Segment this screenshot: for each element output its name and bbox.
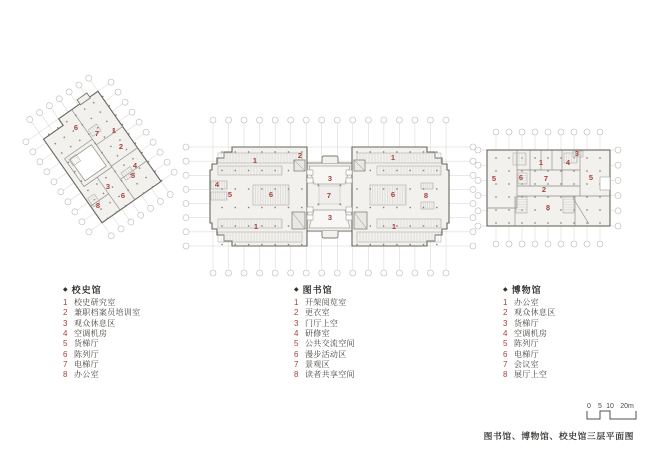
legend-item: 1 校史研究室	[63, 298, 116, 307]
legend-item: 6 电梯厅	[503, 349, 539, 359]
legend-item: 2 兼职档案员培训室	[63, 308, 141, 318]
room-number: 2	[541, 185, 547, 194]
history-hall-plan	[13, 65, 188, 249]
room-number: 6	[73, 123, 79, 132]
scale-bar-line	[587, 411, 636, 419]
legend-item: 4 研修室	[294, 329, 330, 339]
scale-tick-label: 5	[598, 403, 602, 410]
scale-tick-label: 0	[587, 403, 591, 410]
east-wing-outline	[352, 147, 449, 246]
figure-title: 图书馆、博物馆、校史馆三层平面图	[483, 431, 634, 441]
museum-plan	[475, 129, 621, 247]
legend-museum	[503, 284, 650, 381]
diamond-bullet-icon: ◆	[294, 286, 299, 293]
legend-item: 6 漫步活动区	[294, 349, 347, 359]
room-number: 5	[491, 174, 497, 183]
legend-item: 5 货梯厅	[63, 339, 99, 349]
room-number: 8	[95, 201, 101, 210]
room-number: 4	[132, 161, 138, 170]
legend-header	[63, 284, 263, 295]
room-number: 3	[327, 213, 333, 222]
room-number: 8	[545, 203, 551, 212]
room-number: 7	[543, 174, 549, 183]
legend-title: 校史馆	[71, 285, 102, 295]
room-number: 1	[390, 153, 396, 162]
legend-item: 8 办公室	[63, 370, 99, 380]
room-number: 8	[423, 191, 429, 200]
room-number: 1	[253, 222, 259, 231]
legend-item: 7 电梯厅	[63, 360, 99, 370]
room-number: 1	[391, 222, 397, 231]
entry-canopy	[322, 156, 338, 163]
room-number: 7	[326, 191, 332, 200]
legend-item: 2 观众休息区	[503, 308, 556, 318]
room-number: 7	[94, 129, 100, 138]
diamond-bullet-icon: ◆	[63, 286, 68, 293]
scale-tick-label: 10	[606, 403, 614, 410]
library-plan	[183, 117, 476, 276]
room-number: 3	[327, 174, 333, 183]
room-number: 3	[105, 182, 111, 191]
legend-item: 3 观众休息区	[63, 318, 116, 328]
legend-title: 博物馆	[511, 285, 542, 295]
edge-recess	[600, 177, 610, 190]
legend-item: 2 更衣室	[294, 308, 330, 318]
diamond-bullet-icon: ◆	[503, 286, 508, 293]
room-number: 3	[574, 149, 580, 158]
legend-item: 1 办公室	[503, 298, 539, 307]
room-number: 6	[120, 191, 126, 200]
legend-item: 1 开架阅览室	[294, 298, 347, 307]
legend-header	[294, 284, 494, 295]
room-number: 5	[588, 173, 594, 182]
legend-history-hall	[63, 284, 263, 381]
legend-library	[294, 284, 494, 381]
legend-item: 6 陈列厅	[63, 349, 99, 359]
legend-item: 7 会议室	[503, 360, 539, 370]
west-wing-outline	[210, 147, 307, 246]
building-outline	[487, 150, 610, 226]
room-number: 1	[252, 156, 258, 165]
legend-title: 图书馆	[302, 285, 333, 295]
legend-item: 8 读者共享空间	[294, 370, 355, 380]
room-number: 1	[111, 126, 117, 135]
room-number: 1	[538, 158, 544, 167]
scale-bar	[587, 403, 636, 419]
legend-item: 7 景观区	[294, 360, 330, 370]
room-number: 5	[227, 190, 233, 199]
room-number: 6	[390, 190, 396, 199]
legend-item: 5 陈列厅	[503, 339, 539, 349]
legend-item: 4 空调机房	[503, 329, 548, 339]
legend-item: 5 公共交流空间	[294, 339, 355, 349]
legend-item: 3 货梯厅	[503, 318, 539, 328]
room-number: 4	[214, 180, 220, 189]
room-number: 2	[297, 151, 303, 160]
room-number: 6	[518, 173, 524, 182]
legend-item: 4 空调机房	[63, 329, 108, 339]
legend-item: 3 门厅上空	[294, 318, 339, 328]
legend-header	[503, 284, 650, 295]
room-number: 5	[130, 171, 136, 180]
entry-canopy	[322, 231, 338, 238]
legend-item: 8 展厅上空	[503, 370, 548, 380]
room-number: 4	[565, 158, 571, 167]
room-number: 2	[118, 142, 124, 151]
scale-tick-label: 20m	[620, 403, 634, 410]
room-number: 6	[268, 190, 274, 199]
